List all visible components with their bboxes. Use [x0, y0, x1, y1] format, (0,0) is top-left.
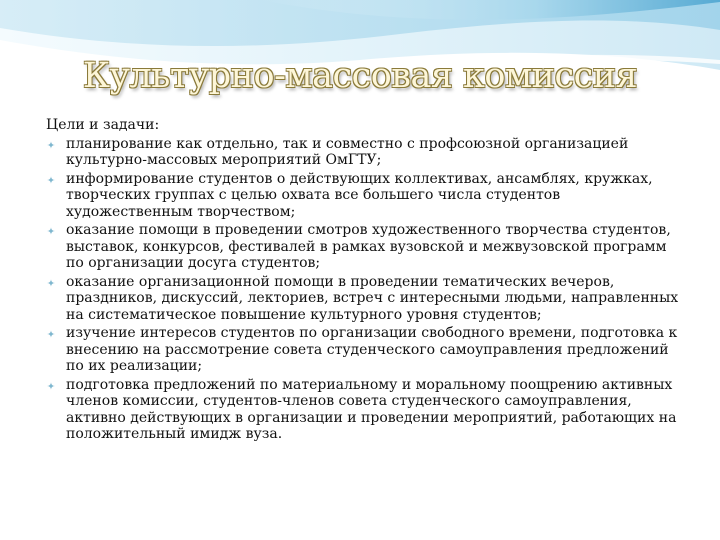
list-item-text: информирование студентов о действующих коллективах, ансамблях, кружках, творческих группах с целью охвата все большего числа студентов художественным творчеством; [66, 170, 653, 220]
bullet-icon [47, 141, 55, 149]
list-item [46, 377, 686, 443]
list-item [46, 325, 686, 375]
list-item-text: подготовка предложений по материальному и моральному поощрению активных членов комиссии, студентов-членов совета студенческого самоуправления, активно действующих в организации и проведении мероприятий, работающих на положительный имидж вуза. [66, 376, 677, 442]
bullet-icon [47, 279, 55, 287]
bullet-icon [47, 382, 55, 390]
task-list [46, 136, 686, 443]
list-item-text: планирование как отдельно, так и совместно с профсоюзной организацией культурно-массовых мероприятий ОмГТУ; [66, 135, 629, 168]
list-item [46, 222, 686, 272]
bullet-icon [47, 176, 55, 184]
list-item [46, 274, 686, 324]
bullet-icon [47, 227, 55, 235]
list-item-text: оказание организационной помощи в проведении тематических вечеров, праздников, дискуссий, лекториев, встреч с интересными людьми, направленных на систематическое повышение культурного уровня студентов; [66, 273, 679, 323]
list-item-text: изучение интересов студентов по организации свободного времени, подготовка к внесению на рассмотрение совета студенческого самоуправления предложений по их реализации; [66, 325, 678, 374]
goals-label: Цели и задачи: [46, 117, 160, 133]
list-item-text: оказание помощи в проведении смотров художественного творчества студентов, выставок, конкурсов, фестивалей в рамках вузовской и межвузовской программ по организации досуга студентов; [66, 222, 671, 271]
list-item [46, 136, 686, 169]
list-item [46, 171, 686, 221]
slide-body [46, 117, 686, 445]
slide-title: Культурно-массовая комиссия [82, 56, 638, 96]
bullet-icon [47, 330, 55, 338]
